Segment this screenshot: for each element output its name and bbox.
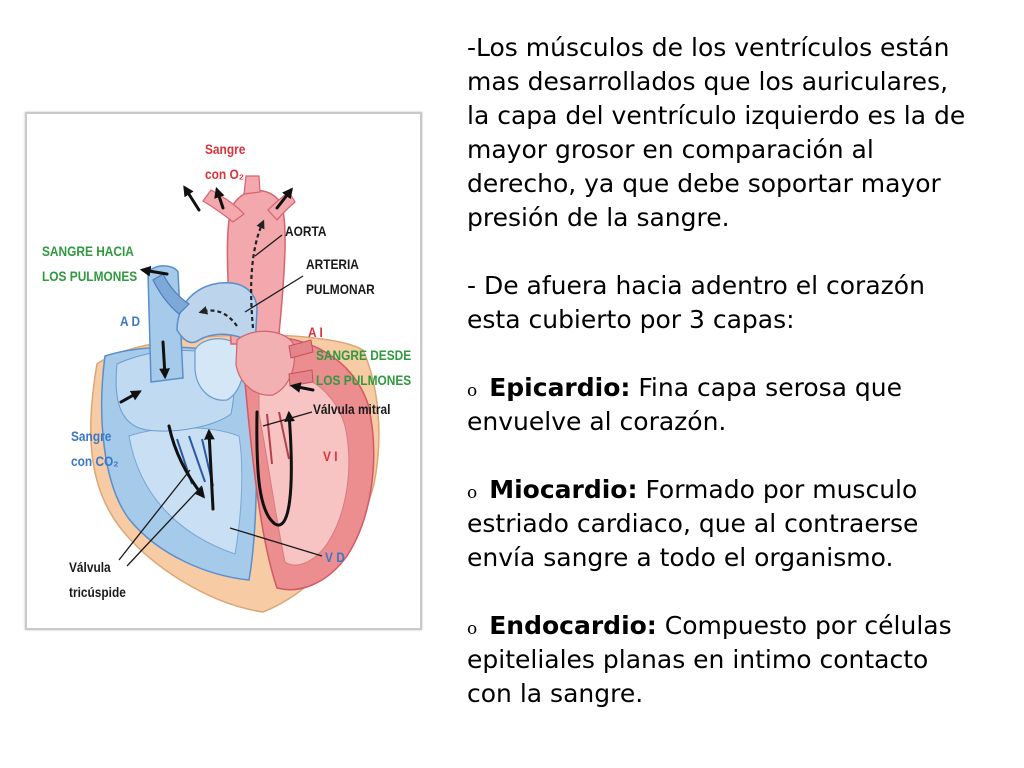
label-line: V D [325,549,345,565]
paragraph-gap [467,235,965,269]
label-line: A D [120,313,141,329]
aorta-branch-center [244,176,260,194]
text-line: estriado cardiaco, que al contraerse [467,509,919,538]
label-oxygenated-blood [205,137,245,187]
paragraph-gap [467,337,965,371]
text-line: epiteliales planas en intimo contacto [467,645,929,674]
bullet: o [467,619,478,639]
label-left-ventricle [323,444,338,469]
layer-description: Compuesto por células [664,611,952,640]
text-line: - De afuera hacia adentro el corazón [467,271,925,300]
label-line: A I [308,324,323,340]
label-aorta [285,219,326,244]
label-line: Sangre [205,141,246,157]
text-line: la capa del ventrículo izquierdo es la de [467,101,966,130]
label-line: tricúspide [69,584,126,600]
text-line: mayor grosor en comparación al [467,135,874,164]
label-line: PULMONAR [306,281,375,297]
text-line: -Los músculos de los ventrículos están [467,33,950,62]
layer-term: Miocardio: [489,475,638,504]
layer-term: Endocardio: [489,611,657,640]
label-left-atrium [308,320,323,345]
layer-item-miocardio [467,473,965,575]
label-line: SANGRE HACIA [42,243,134,259]
label-line: V I [323,448,338,464]
text-line: presión de la sangre. [467,203,730,232]
slide-text [467,31,965,711]
bullet: o [467,483,478,503]
bullet: o [467,381,478,401]
label-line: SANGRE DESDE [316,347,412,363]
label-right-atrium [120,309,140,334]
label-line: Sangre [71,428,112,444]
arrow-vena-cava [163,342,165,376]
layer-description: Formado por musculo [645,475,918,504]
label-tricuspid-valve [69,555,126,605]
layer-term: Epicardio: [489,373,631,402]
label-line: ARTERIA [306,256,359,272]
label-line: AORTA [285,223,327,239]
text-line [467,371,965,405]
text-line: mas desarrollados que los auriculares, [467,67,949,96]
label-mitral-valve [313,397,390,422]
label-line: con O₂ [205,166,245,182]
text-line: envía sangre a todo el organismo. [467,543,894,572]
text-line [467,473,965,507]
layer-description: Fina capa serosa que [638,373,902,402]
label-line: LOS PULMONES [316,372,412,388]
text-line: envuelve al corazón. [467,407,727,436]
label-line: Válvula [69,559,111,575]
text-line [467,609,965,643]
paragraph-ventricle-muscles [467,31,965,235]
label-line: con CO₂ [71,453,119,469]
label-blood-from-lungs [316,343,411,393]
text-line: derecho, ya que debe soportar mayor [467,169,941,198]
paragraph-gap [467,439,965,473]
text-line: esta cubierto por 3 capas: [467,305,795,334]
heart-diagram-frame [25,112,422,630]
paragraph-layers-intro [467,269,965,337]
label-deoxygenated-blood [71,424,119,474]
label-blood-to-lungs [42,239,137,289]
paragraph-gap [467,575,965,609]
label-pulmonary-artery [306,252,375,302]
label-line: Válvula mitral [313,401,391,417]
layer-item-epicardio [467,371,965,439]
layer-item-endocardio [467,609,965,711]
text-line: con la sangre. [467,679,644,708]
label-right-ventricle [325,545,345,570]
label-line: LOS PULMONES [42,268,138,284]
arrow-oxygenated-out-1 [185,188,199,210]
